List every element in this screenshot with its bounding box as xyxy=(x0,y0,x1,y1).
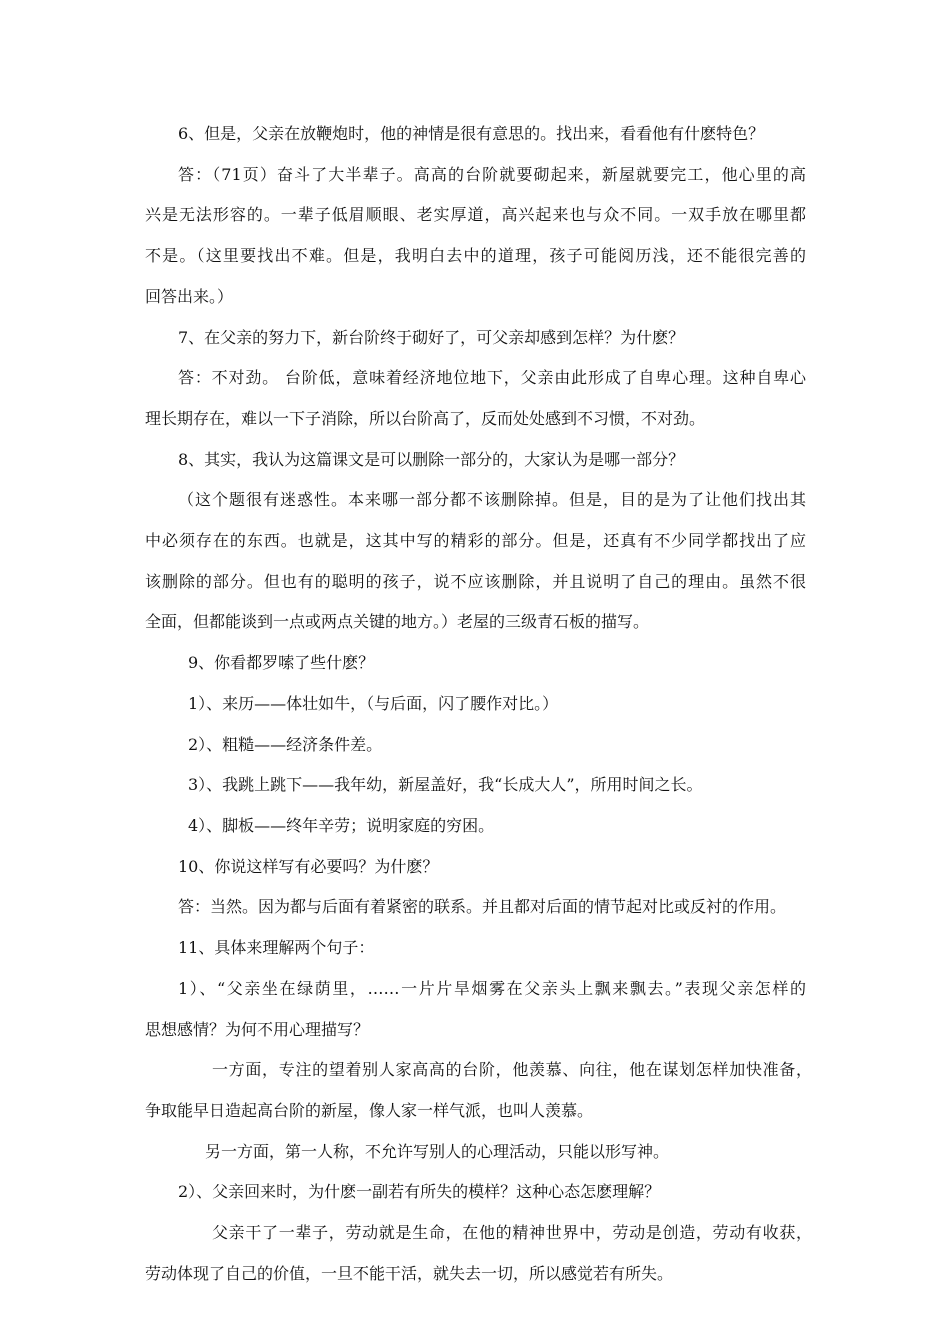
question-8: 8、其实，我认为这篇课文是可以删除一部分的，大家认为是哪一部分？ xyxy=(178,450,685,469)
item-9-4: 4）、脚板——终年辛劳；说明家庭的穷困。 xyxy=(188,816,495,835)
question-11: 11、具体来理解两个句子： xyxy=(178,938,375,957)
question-9: 9、你看都罗嗦了些什麽？ xyxy=(188,653,375,672)
answer-6-line-4: 回答出来。） xyxy=(145,287,234,306)
question-7: 7、在父亲的努力下，新台阶终于砌好了，可父亲却感到怎样？为什麽？ xyxy=(178,328,685,347)
answer-7-line-1: 答：不对劲。 台阶低，意味着经济地位地下，父亲由此形成了自卑心理。这种自卑心 xyxy=(178,368,806,387)
answer-7-line-2: 理长期存在，难以一下子消除，所以台阶高了，反而处处感到不习惯，不对劲。 xyxy=(145,409,706,428)
explanation-2-line-1: 父亲干了一辈子，劳动就是生命，在他的精神世界中，劳动是创造，劳动有收获， xyxy=(212,1223,812,1242)
answer-6-line-3: 不是。（这里要找出不难。但是，我明白去中的道理，孩子可能阅历浅，还不能很完善的 xyxy=(145,246,806,265)
item-9-1: 1）、来历——体壮如牛，（与后面，闪了腰作对比。） xyxy=(188,694,559,713)
item-9-2: 2）、粗糙——经济条件差。 xyxy=(188,735,383,754)
explanation-1-line-1: 一方面，专注的望着别人家高高的台阶，他羡慕、向往，他在谋划怎样加快准备， xyxy=(212,1060,812,1079)
answer-10: 答：当然。因为都与后面有着紧密的联系。并且都对后面的情节起对比或反衬的作用。 xyxy=(178,897,787,916)
answer-6-line-1: 答：（71页）奋斗了大半辈子。高高的台阶就要砌起来，新屋就要完工，他心里的高 xyxy=(178,165,806,184)
question-10: 10、你说这样写有必要吗？为什麽？ xyxy=(178,857,439,876)
sentence-1-line-1: 1）、“父亲坐在绿荫里，……一片片旱烟雾在父亲头上飘来飘去。”表现父亲怎样的 xyxy=(178,979,806,998)
answer-8-line-1: （这个题很有迷惑性。本来哪一部分都不该删除掉。但是，目的是为了让他们找出其 xyxy=(178,490,806,509)
explanation-1-line-2: 争取能早日造起高台阶的新屋，像人家一样气派，也叫人羡慕。 xyxy=(145,1101,594,1120)
explanation-2-line-2: 劳动体现了自己的价值，一旦不能干活，就失去一切，所以感觉若有所失。 xyxy=(145,1264,674,1283)
answer-8-line-3: 该删除的部分。但也有的聪明的孩子，说不应该删除，并且说明了自己的理由。虽然不很 xyxy=(145,572,806,591)
sentence-1-line-2: 思想感情？为何不用心理描写？ xyxy=(145,1020,370,1039)
answer-8-line-2: 中必须存在的东西。也就是，这其中写的精彩的部分。但是，还真有不少同学都找出了应 xyxy=(145,531,806,550)
sentence-2: 2）、父亲回来时，为什麽一副若有所失的模样？这种心态怎麽理解？ xyxy=(178,1182,661,1201)
item-9-3: 3）、我跳上跳下——我年幼，新屋盖好，我“长成大人”，所用时间之长。 xyxy=(188,775,703,794)
answer-8-line-4: 全面，但都能谈到一点或两点关键的地方。）老屋的三级青石板的描写。 xyxy=(145,612,650,631)
explanation-1-line-3: 另一方面，第一人称，不允许写别人的心理活动，只能以形写神。 xyxy=(205,1142,670,1161)
question-6: 6、但是，父亲在放鞭炮时，他的神情是很有意思的。找出来，看看他有什麽特色？ xyxy=(178,124,765,143)
answer-6-line-2: 兴是无法形容的。一辈子低眉顺眼、老实厚道，高兴起来也与众不同。一双手放在哪里都 xyxy=(145,205,806,224)
